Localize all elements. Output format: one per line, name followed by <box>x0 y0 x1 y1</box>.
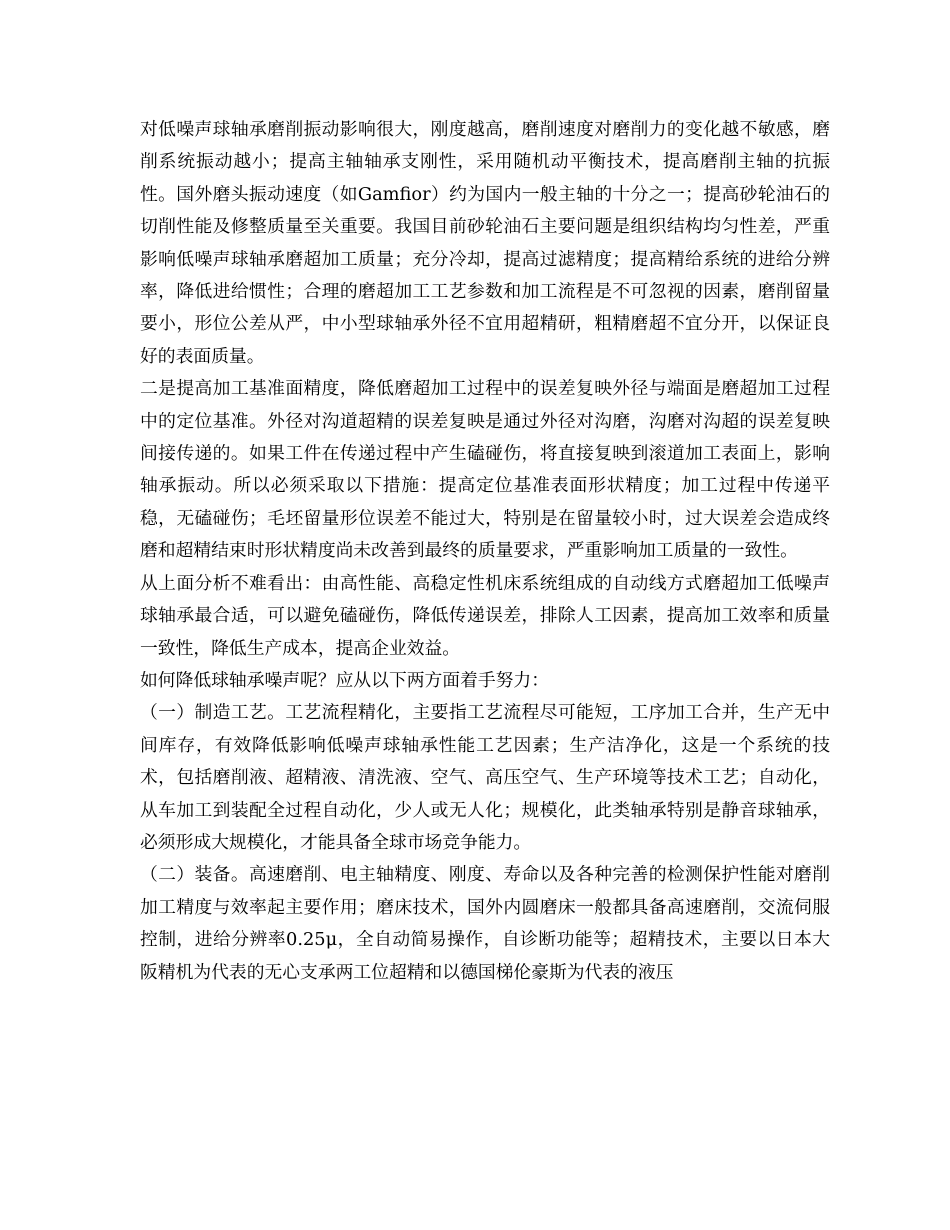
paragraph-grinding-vibration: 对低噪声球轴承磨削振动影响很大，刚度越高，磨削速度对磨削力的变化越不敏感，磨削系统振动越小；提高主轴轴承支刚性，采用随机动平衡技术，提高磨削主轴的抗振性。国外磨头振动速度（如Gamfior）约为国内一般主轴的十分之一；提高砂轮油石的切削性能及修整质量至关重要。我国目前砂轮油石主要问题是组织结构均匀性差，严重影响低噪声球轴承磨超加工质量；充分冷却，提高过滤精度；提高精给系统的进给分辨率，降低进给惯性；合理的磨超加工工艺参数和加工流程是不可忽视的因素，磨削留量要小，形位公差从严，中小型球轴承外径不宜用超精研，粗精磨超不宜分开，以保证良好的表面质量。 <box>140 119 830 367</box>
paragraph-analysis-conclusion: 从上面分析不难看出：由高性能、高稳定性机床系统组成的自动线方式磨超加工低噪声球轴承最合适，可以避免磕碰伤，降低传递误差，排除人工因素，提高加工效率和质量一致性，降低生产成本，提高企业效益。 <box>140 572 830 659</box>
paragraph-equipment: （二）装备。高速磨削、电主轴精度、刚度、寿命以及各种完善的检测保护性能对磨削加工精度与效率起主要作用；磨床技术，国外内圆磨床一般都具备高速磨削，交流伺服控制，进给分辨率0.25μ，全自动简易操作，自诊断功能等；超精技术，主要以日本大阪精机为代表的无心支承两工位超精和以德国梯伦豪斯为代表的液压 <box>140 864 830 983</box>
document-body <box>140 114 830 989</box>
paragraph-manufacturing-process: （一）制造工艺。工艺流程精化，主要指工艺流程尽可能短，工序加工合并，生产无中间库存，有效降低影响低噪声球轴承性能工艺因素；生产洁净化，这是一个系统的技术，包括磨削液、超精液、清洗液、空气、高压空气、生产环境等技术工艺；自动化，从车加工到装配全过程自动化，少人或无人化；规模化，此类轴承特别是静音球轴承，必须形成大规模化，才能具备全球市场竞争能力。 <box>140 702 830 853</box>
paragraph-datum-precision: 二是提高加工基准面精度，降低磨超加工过程中的误差复映外径与端面是磨超加工过程中的定位基准。外径对沟道超精的误差复映是通过外径对沟磨，沟磨对沟超的误差复映间接传递的。如果工件在传递过程中产生磕碰伤，将直接复映到滚道加工表面上，影响轴承振动。所以必须采取以下措施：提高定位基准表面形状精度；加工过程中传递平稳，无磕碰伤；毛坯留量形位误差不能过大，特别是在留量较小时，过大误差会造成终磨和超精结束时形状精度尚未改善到最终的质量要求，严重影响加工质量的一致性。 <box>140 378 830 562</box>
paragraph-question: 如何降低球轴承噪声呢？应从以下两方面着手努力： <box>140 669 549 691</box>
